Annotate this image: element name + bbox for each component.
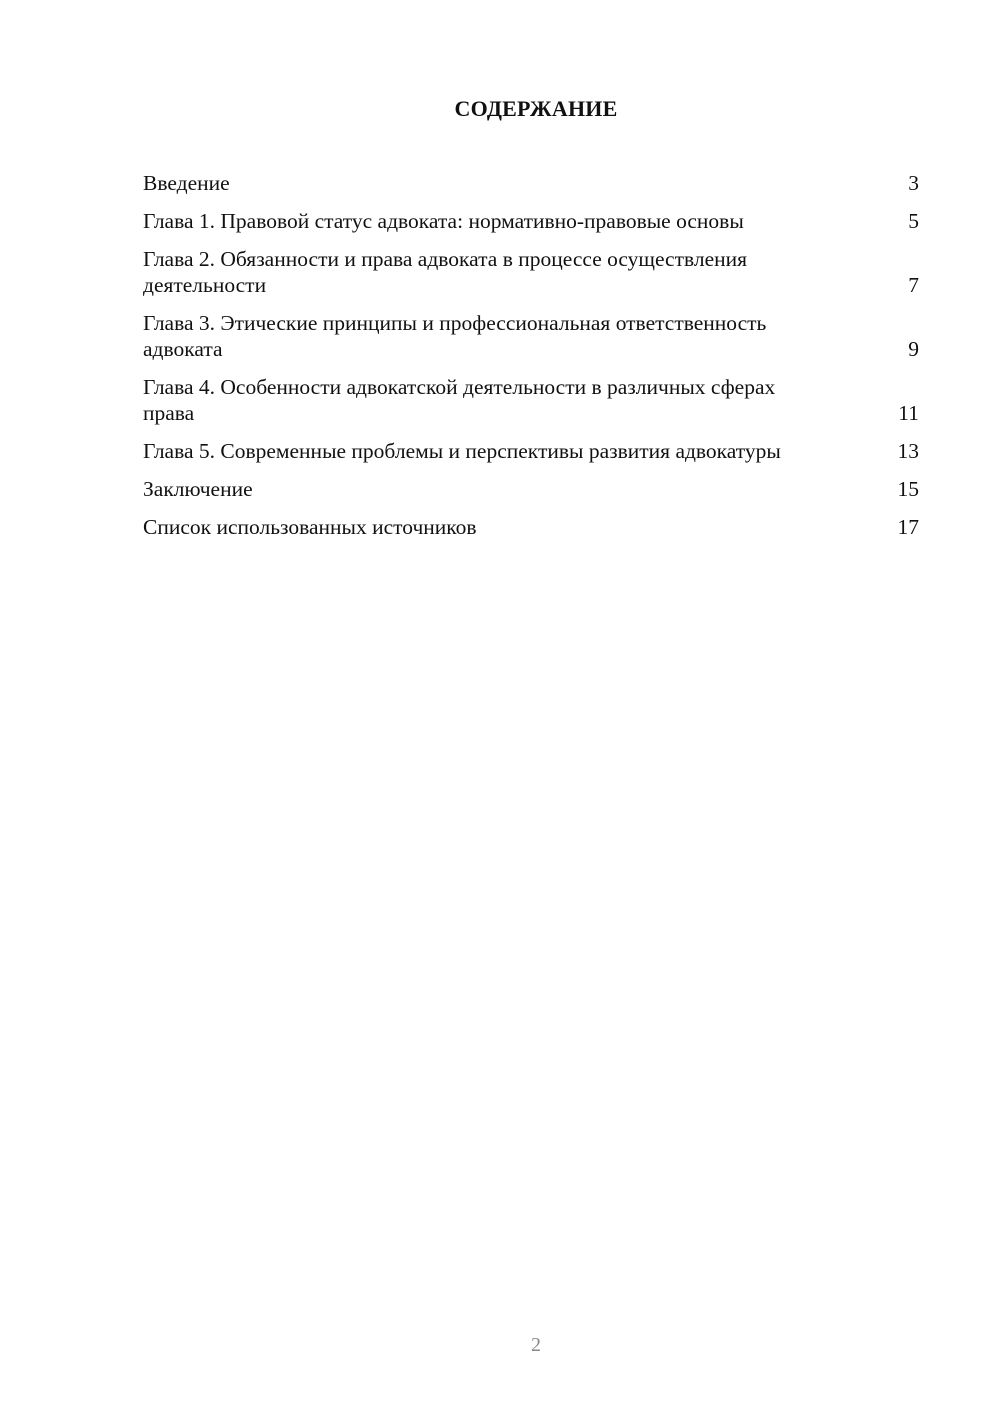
toc-entry-label: Список использованных источников [143, 515, 477, 539]
toc-entry-page: 3 [908, 171, 919, 195]
toc-entry-label: Введение [143, 171, 230, 195]
toc-entry-page: 11 [898, 401, 919, 425]
table-of-contents [143, 170, 919, 552]
toc-entry-page: 17 [897, 515, 919, 539]
toc-entry-label: Глава 5. Современные проблемы и перспективы развития адвокатуры [143, 439, 781, 463]
toc-entry-chapter-2 [143, 246, 919, 298]
toc-entry-label: Глава 4. Особенности адвокатской деятельности в различных сферах права [143, 375, 776, 425]
toc-entry-chapter-4 [143, 374, 919, 426]
toc-entry-page: 5 [908, 209, 919, 233]
toc-entry-chapter-1 [143, 208, 919, 234]
toc-entry-references [143, 514, 919, 540]
toc-entry-label: Глава 2. Обязанности и права адвоката в процессе осуществления деятельности [143, 247, 748, 297]
toc-entry-chapter-3 [143, 310, 919, 362]
toc-entry-introduction [143, 170, 919, 196]
toc-entry-conclusion [143, 476, 919, 502]
toc-entry-label: Глава 1. Правовой статус адвоката: нормативно-правовые основы [143, 209, 744, 233]
page-number: 2 [531, 1334, 541, 1356]
toc-entry-chapter-5 [143, 438, 919, 464]
toc-entry-page: 15 [897, 477, 919, 501]
toc-entry-label: Глава 3. Этические принципы и профессиональная ответственность адвоката [143, 311, 767, 361]
toc-entry-label: Заключение [143, 477, 253, 501]
toc-entry-page: 13 [897, 439, 919, 463]
toc-title: СОДЕРЖАНИЕ [454, 96, 618, 121]
toc-entry-page: 9 [908, 337, 919, 361]
toc-entry-page: 7 [908, 273, 919, 297]
